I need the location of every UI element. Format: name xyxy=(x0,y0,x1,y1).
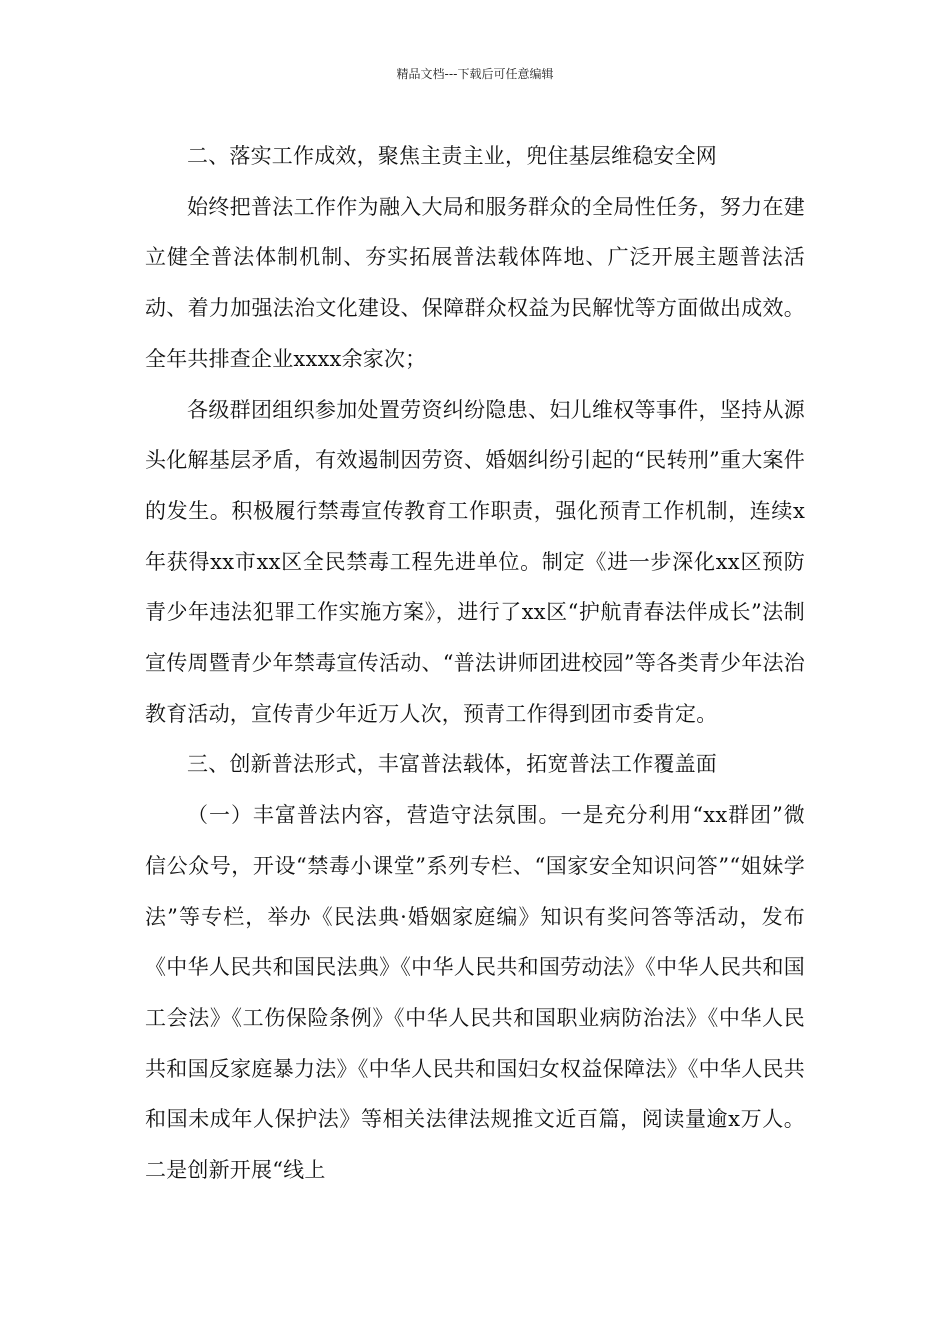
document-body xyxy=(145,131,805,1196)
section-heading-2: 二、落实工作成效，聚焦主责主业，兜住基层维稳安全网 xyxy=(187,144,717,168)
paragraph: 始终把普法工作作为融入大局和服务群众的全局性任务，努力在建立健全普法体制机制、夯实拓展普法载体阵地、广泛开展主题普法活动、着力加强法治文化建设、保障群众权益为民解忧等方面做出成效。全年共排查企业xxxx余家次； xyxy=(145,194,805,371)
paragraph: （一）丰富普法内容，营造守法氛围。一是充分利用“xx群团”微信公众号，开设“禁毒小课堂”系列专栏、“国家安全知识问答”“姐妹学法”等专栏，举办《民法典·婚姻家庭编》知识有奖问答等活动，发布《中华人民共和国民法典》《中华人民共和国劳动法》《中华人民共和国工会法》《工伤保险条例》《中华人民共和国职业病防治法》《中华人民共和国反家庭暴力法》《中华人民共和国妇女权益保障法》《中华人民共和国未成年人保护法》等相关法律法规推文近百篇，阅读量逾x万人。二是创新开展“线上 xyxy=(145,803,805,1183)
page-header: 精品文档---下载后可任意编辑 xyxy=(396,67,554,81)
section-heading-3: 三、创新普法形式，丰富普法载体，拓宽普法工作覆盖面 xyxy=(187,752,717,777)
paragraph: 各级群团组织参加处置劳资纠纷隐患、妇儿维权等事件，坚持从源头化解基层矛盾，有效遏制因劳资、婚姻纠纷引起的“民转刑”重大案件的发生。积极履行禁毒宣传教育工作职责，强化预青工作机制，连续x年获得xx市xx区全民禁毒工程先进单位。制定《进一步深化xx区预防青少年违法犯罪工作实施方案》，进行了xx区“护航青春法伴成长”法制宣传周暨青少年禁毒宣传活动、“普法讲师团进校园”等各类青少年法治教育活动，宣传青少年近万人次，预青工作得到团市委肯定。 xyxy=(145,397,805,726)
